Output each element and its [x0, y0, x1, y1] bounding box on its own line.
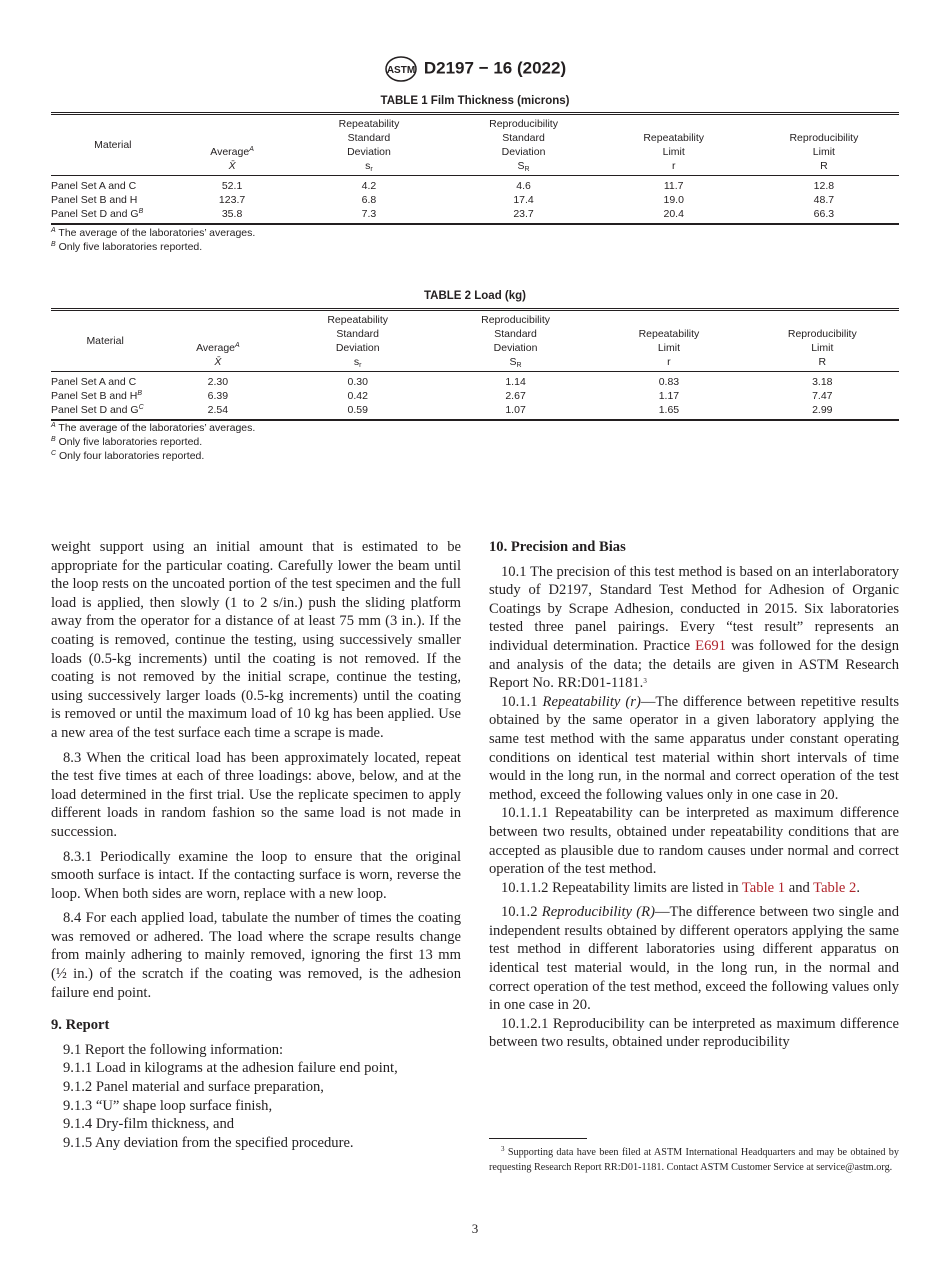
footnote-text: The average of the laboratories’ averages. [55, 422, 256, 434]
footnote-mark: A [51, 422, 56, 429]
cell-sr: 4.2 [361, 180, 377, 192]
footnote-text: Only four laboratories reported. [56, 450, 205, 462]
symbol: S [509, 356, 517, 368]
header-material [51, 114, 175, 176]
header-sr [277, 310, 439, 372]
document-header [0, 56, 950, 82]
header-sr [289, 114, 448, 176]
header-r [599, 114, 749, 176]
header-line: Repeatability [643, 132, 705, 144]
header-SR [448, 114, 598, 176]
cell-SR: 4.6 [516, 180, 531, 192]
header-line: Repeatability [638, 328, 700, 340]
cell-r: 11.7 [663, 180, 684, 192]
symbol: S [517, 160, 525, 172]
cell-R: 7.47 [812, 390, 833, 402]
cell-material [51, 403, 159, 420]
header-R [746, 310, 899, 372]
footnote-divider [489, 1138, 587, 1139]
cell-R: 48.7 [813, 194, 835, 206]
symbol: s [365, 160, 371, 172]
symbol: X̄ [228, 160, 236, 172]
table-row [51, 372, 899, 390]
header-text: Average [196, 342, 235, 354]
cell-r: 1.17 [658, 390, 680, 402]
footnote-mark: B [138, 208, 144, 215]
paragraph-8-3-1: 8.3.1 Periodically examine the loop to ensure that the original smooth surface is intact. If the contacting surface is worn, reverse the loop. When both sides are worn, replace with a new loop. [51, 848, 461, 902]
text: 10.1.2 [501, 904, 542, 921]
cell-r: 1.65 [592, 403, 745, 420]
table-row [51, 176, 899, 194]
table2 [51, 308, 899, 421]
symbol-sub: r [359, 362, 362, 369]
header-line: Limit [657, 342, 681, 354]
header-average [159, 310, 276, 372]
right-column [489, 538, 899, 1052]
text: 10.1.1.2 Repeatability limits are listed in [501, 879, 742, 896]
header-line: Standard [502, 132, 545, 144]
text: and [785, 879, 814, 896]
cell-sr: 7.3 [289, 207, 448, 224]
symbol: R [818, 356, 827, 368]
cell-avg: 35.8 [175, 207, 290, 224]
cell-SR: 1.14 [505, 376, 526, 388]
header-line: Limit [811, 342, 834, 354]
header-material [51, 310, 159, 372]
header-line: Deviation [347, 146, 391, 158]
cell-avg: 2.54 [159, 403, 276, 420]
link-e691[interactable]: E691 [695, 637, 726, 654]
header-line: Limit [662, 146, 685, 158]
symbol-sub: r [370, 166, 373, 173]
footnote-mark: C [51, 450, 57, 457]
header-text: Average [210, 146, 250, 158]
svg-text:ASTM: ASTM [386, 65, 416, 76]
text: Panel Set B and H [51, 194, 138, 206]
table2-footnotes [51, 421, 255, 463]
table-row [51, 193, 899, 207]
text: Panel Set A and C [51, 376, 137, 388]
report-item: 9.1.2 Panel material and surface preparation, [63, 1079, 324, 1096]
cell-r: 19.0 [663, 194, 684, 206]
header-average [175, 114, 290, 176]
footnote-text: Only five laboratories reported. [55, 241, 203, 253]
header-line: Limit [812, 146, 835, 158]
term: Repeatability (r) [542, 693, 641, 710]
link-table-1[interactable]: Table 1 [741, 879, 786, 896]
cell-avg: 52.1 [221, 180, 243, 192]
cell-material [51, 193, 175, 207]
footnote-mark: 3 [501, 1145, 505, 1153]
link-table-2[interactable]: Table 2 [813, 879, 857, 896]
paragraph-10-1-2 [489, 903, 899, 1015]
left-column [51, 538, 461, 1152]
symbol-sub: R [524, 166, 530, 173]
footnote-text: Only five laboratories reported. [55, 436, 203, 448]
report-item: 9.1 Report the following information: [63, 1041, 284, 1058]
header-text: Material [94, 139, 132, 151]
table1-footnotes [51, 226, 255, 254]
footnote-text: Supporting data have been filed at ASTM International Headquarters and may be obtained by requesting Research Report RR:D01-1181. Contact ASTM Customer Service at service@astm.org. [489, 1147, 899, 1173]
report-item: 9.1.5 Any deviation from the specified procedure. [63, 1134, 354, 1151]
cell-sr: 0.42 [347, 390, 368, 402]
paragraph-10-1 [489, 563, 899, 693]
footnote-ref-3[interactable]: 3 [643, 677, 647, 686]
table-footnote [51, 226, 255, 240]
cell-SR: 2.67 [505, 390, 526, 402]
cell-avg: 6.39 [207, 390, 229, 402]
header-line: Deviation [335, 342, 380, 354]
header-line: Standard [347, 132, 391, 144]
table2-title: TABLE 2 Load (kg) [423, 290, 526, 302]
header-line: Reproducibility [787, 328, 857, 340]
footnote-3 [489, 1146, 899, 1175]
header-R [749, 114, 899, 176]
cell-r: 0.83 [658, 376, 680, 388]
table-footnote [51, 240, 255, 254]
symbol-sub: R [516, 362, 522, 369]
designation: D2197 − 16 (2022) [423, 58, 567, 78]
cell-material [51, 372, 159, 390]
text: . [856, 879, 860, 896]
table-row [51, 207, 899, 224]
report-item: 9.1.1 Load in kilograms at the adhesion failure end point, [63, 1060, 398, 1077]
footnote-mark: A [51, 227, 56, 234]
paragraph-8-2-continued: weight support using an initial amount that is estimated to be appropriate for the particular coating. Carefully lower the beam until the loop rests on the uncoated portion of the test specimen and the full load is applied, then slowly (1 to 2 s/in.) push the sliding platform away from the operator for a distance of at least 75 mm (3 in.). If the coating is removed, continue the testing, using successively smaller loads (0.5-kg increments) until the coating is not removed. If the coating is not removed by the initial scrape, continue the testing, using successively larger loads (0.5-kg increments) until the coating is removed or until the maximum load of 10 kg has been applied. Use a new area of the test surface each time a scrape is made. [51, 539, 461, 741]
cell-material [51, 389, 159, 403]
header-line: Reproducibility [481, 314, 550, 326]
paragraph-10-1-1-1: 10.1.1.1 Repeatability can be interpreted as maximum difference between two results, obtained under repeatability conditions that are accepted as plausible due to random causes under normal and correct operation of the test method. [489, 805, 899, 878]
footnote-mark: A [235, 342, 240, 349]
text: Panel Set D and G [51, 404, 139, 416]
table-footnote [51, 435, 255, 449]
table1 [51, 112, 899, 225]
footnote-mark: C [138, 404, 144, 411]
cell-R: 3.18 [812, 376, 833, 388]
section-9-heading: 9. Report [51, 1017, 110, 1034]
text: was followed for the design and analysis of the data; the details are given in ASTM Research Report No. RR:D01-1181. [489, 637, 899, 692]
report-item: 9.1.4 Dry-film thickness, and [63, 1116, 235, 1133]
paragraph-10-1-2-1: 10.1.2.1 Reproducibility can be interpreted as maximum difference between two results, obtained under reproducibility [489, 1015, 899, 1051]
header-line: Reproducibility [489, 118, 558, 130]
footnote-text: The average of the laboratories’ averages. [55, 227, 256, 239]
header-line: Standard [336, 328, 380, 340]
table-row [51, 389, 899, 403]
cell-R: 66.3 [749, 207, 899, 224]
text: Panel Set D and G [51, 208, 139, 220]
text: Panel Set B and H [51, 390, 138, 402]
cell-SR: 1.07 [439, 403, 592, 420]
term: Reproducibility (R) [541, 904, 655, 921]
cell-sr: 6.8 [361, 194, 377, 206]
paragraph-8-3: 8.3 When the critical load has been approximately located, repeat the test five times at each of three loadings: above, below, and at the load determined in the first trial. Use the replicate specimen to apply different loads in random fashion so the same load is not made in succession. [51, 749, 461, 840]
cell-R: 12.8 [813, 180, 835, 192]
footnote-mark: B [51, 436, 56, 443]
cell-material [51, 207, 175, 224]
header-r [592, 310, 745, 372]
header-line: Repeatability [327, 314, 389, 326]
text: —The difference between two single and independent results obtained by different operators applying the same test method in different laboratories using different apparatus on identical test material would, in the long run, in the normal and correct operation of the test method, exceed the following values only in one case in 20. [489, 904, 899, 1014]
header-text: Material [86, 335, 124, 347]
symbol: R [820, 160, 828, 172]
cell-material [51, 176, 175, 194]
header-line: Deviation [493, 342, 538, 354]
text: Panel Set A and C [51, 180, 137, 192]
header-line: Deviation [501, 146, 546, 158]
paragraph-10-1-1-2 [489, 879, 899, 898]
text: 10.1.1 [501, 693, 543, 710]
footnote-mark: B [137, 390, 143, 397]
page-number: 3 [471, 1221, 479, 1236]
paragraph-10-1-1 [489, 693, 899, 805]
cell-sr: 0.30 [347, 376, 368, 388]
cell-R: 2.99 [746, 403, 899, 420]
table1-title: TABLE 1 Film Thickness (microns) [380, 95, 570, 107]
symbol: r [667, 356, 671, 368]
cell-SR: 17.4 [513, 194, 534, 206]
header-line: Reproducibility [789, 132, 859, 144]
cell-avg: 2.30 [207, 376, 229, 388]
paragraph-8-4: 8.4 For each applied load, tabulate the number of times the coating was removed or adhered. The load where the scrape results change from mainly adhering to mainly removed, ignoring the first 13 mm (½ in.) of the scratch if the coating was removed, is the adhesion failure end point. [51, 910, 461, 1001]
text: —The difference between repetitive results obtained by the same operator in a given laboratory applying the same test method with the same apparatus under constant operating conditions on identical test material within short intervals of time would in the long run, in the normal and correct operation of the test method, exceed the following values only in one case in 20. [489, 693, 900, 803]
astm-logo-icon [384, 56, 418, 82]
header-line: Standard [494, 328, 537, 340]
footnote-mark: A [249, 146, 254, 153]
table-footnote [51, 449, 255, 463]
cell-r: 20.4 [599, 207, 749, 224]
header-line: Repeatability [338, 118, 400, 130]
cell-sr: 0.59 [277, 403, 439, 420]
footnote-mark: B [51, 241, 56, 248]
symbol: s [353, 356, 360, 368]
table-footnote [51, 421, 255, 435]
symbol: X̄ [214, 356, 222, 368]
cell-avg: 123.7 [218, 194, 246, 206]
symbol: r [671, 160, 676, 172]
cell-SR: 23.7 [448, 207, 598, 224]
report-item: 9.1.3 “U” shape loop surface finish, [63, 1097, 273, 1114]
header-SR [439, 310, 592, 372]
text: 10.1 The precision of this test method is based on an interlaboratory study of D2197, Standard Test Method for Adhesion of Organic Coatings by Scrape Adhesion, conducted in 2015. Six laboratories tested three panel pairings. Every “test result” represents an individual determination. Practice [489, 563, 899, 654]
section-10-heading: 10. Precision and Bias [489, 539, 626, 555]
table-row [51, 403, 899, 420]
